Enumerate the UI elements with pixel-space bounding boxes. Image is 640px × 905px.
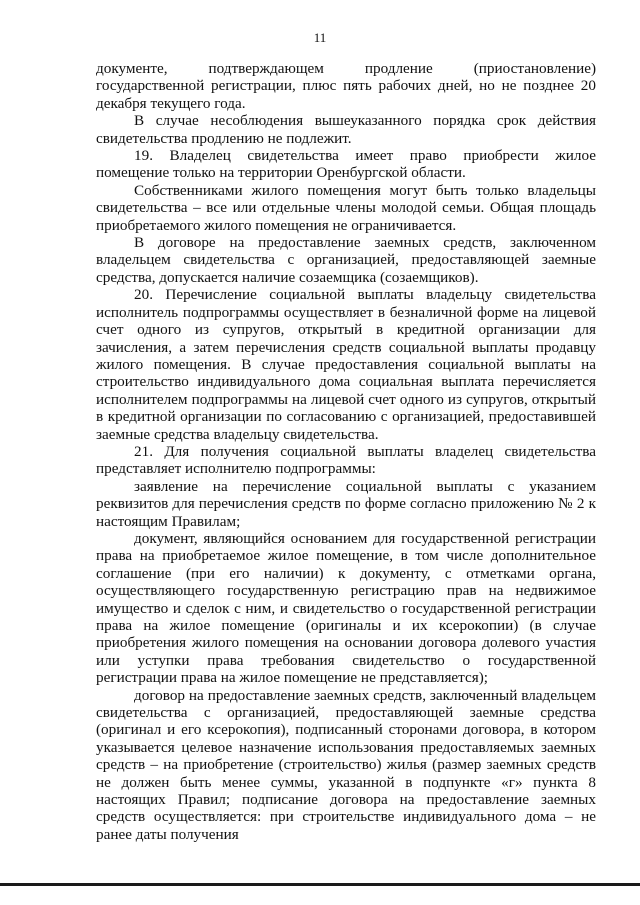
paragraph: Собственниками жилого помещения могут быть только владельцы свидетельства – все или отдельные члены молодой семьи. Общая площадь приобретаемого жилого помещения не ограничивается. bbox=[96, 181, 596, 234]
paragraph: заявление на перечисление социальной выплаты с указанием реквизитов для перечисления средств по форме согласно приложению № 2 к настоящим Правилам; bbox=[96, 477, 596, 530]
paragraph: документе, подтверждающем продление (приостановление) государственной регистрации, плюс пять рабочих дней, но не позднее 20 декабря текущего года. bbox=[96, 60, 596, 112]
paragraph: договор на предоставление заемных средств, заключенный владельцем свидетельства с организацией, предоставляющей заемные средства (оригинал и его ксерокопия), подписанный сторонами договора, в котором указывается целевое назначение использования предоставляемых заемных средств – на приобретение (строительство) жилья (размер заемных средств не должен быть менее суммы, указанной в подпункте «г» пункта 8 настоящих Правил; подписание договора на предоставление заемных средств осуществляется: при строительстве индивидуального дома – не ранее даты получения bbox=[96, 686, 596, 843]
paragraph: документ, являющийся основанием для государственной регистрации права на приобретаемое жилое помещение, в том числе дополнительное соглашение (при его наличии) к документу, с отметками органа, осуществляющего государственную регистрацию прав на недвижимое имущество и сделок с ним, и свидетельство о государственной регистрации права на жилое помещение (оригиналы и их ксерокопии) (в случае приобретения жилого помещения на основании договора долевого участия или уступки права требования свидетельство о государственной регистрации права на жилое помещение не представляется); bbox=[96, 529, 596, 687]
paragraph: В случае несоблюдения вышеуказанного порядка срок действия свидетельства продлению не подлежит. bbox=[96, 112, 596, 147]
page-bottom-border bbox=[0, 883, 640, 886]
paragraph: В договоре на предоставление заемных средств, заключенном владельцем свидетельства с организацией, предоставляющей заемные средства, допускается наличие созаемщика (созаемщиков). bbox=[96, 234, 596, 286]
document-body bbox=[96, 60, 596, 843]
paragraph: 21. Для получения социальной выплаты владелец свидетельства представляет исполнителю подпрограммы: bbox=[96, 442, 596, 478]
paragraph: 19. Владелец свидетельства имеет право приобрести жилое помещение только на территории Оренбургской области. bbox=[96, 147, 596, 182]
page-number: 11 bbox=[313, 30, 327, 45]
paragraph: 20. Перечисление социальной выплаты владельцу свидетельства исполнитель подпрограммы осуществляет в безналичной форме на лицевой счет одного из супругов, открытый в кредитной организации для зачисления, а затем перечисления средств социальной выплаты продавцу жилого помещения. В случае предоставления социальной выплаты на строительство индивидуального дома социальная выплата перечисляется исполнителем подпрограммы на лицевой счет одного из супругов, открытый в кредитной организации по согласованию с организацией, предоставившей заемные средства владельцу свидетельства. bbox=[96, 286, 596, 443]
